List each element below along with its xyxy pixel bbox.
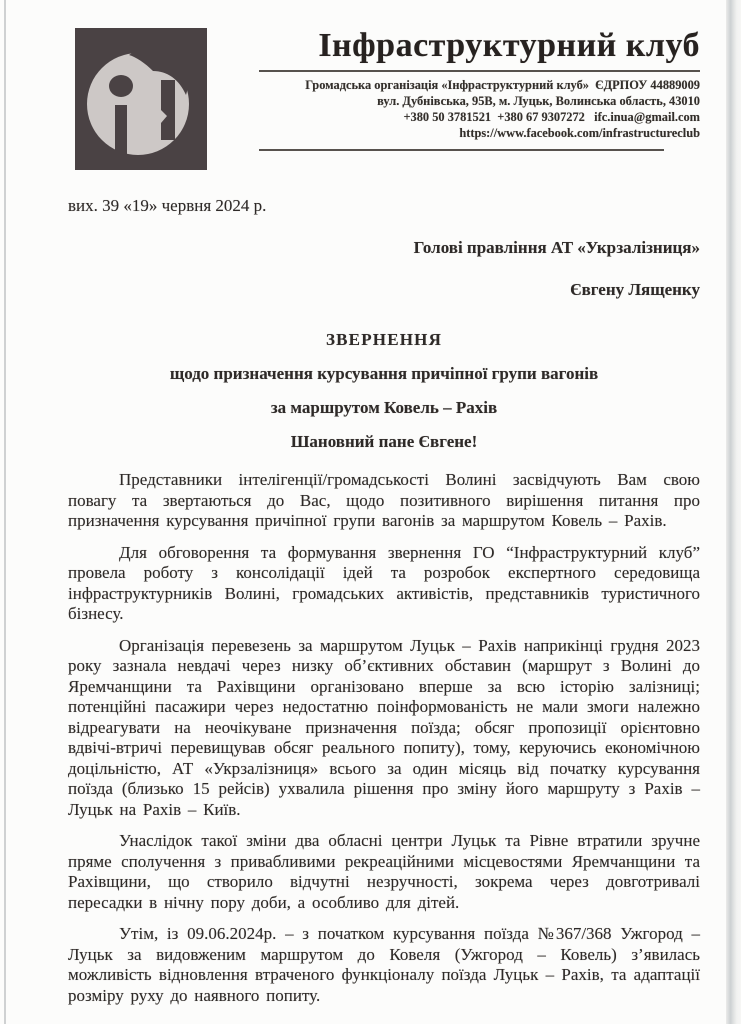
letter-body <box>0 196 741 1006</box>
letterhead-rule-bottom <box>259 149 664 151</box>
outgoing-ref-date-line: вих. 39 «19» червня 2024 р. <box>68 196 267 215</box>
recipient-position-line: Голові правління АТ «Укрзалізниця» <box>413 238 700 257</box>
paragraph-3: Організація перевезень за маршрутом Луцьк – Рахів наприкінці грудня 2023 року зазнала невдачі через низку об’єктивних обставин (маршрут з Волині до Яремчанщини та Рахівщини організовано вперше за всю історію залізниці; потенційні пасажири через недостатню поінформованість не мали змоги належно відреагувати на неочікуване призначення поїзда; обсяг пропозиції орієнтовно вдвічі-втричі перевищував обсяг реального попиту), тому, керуючись економічною доцільністю, АТ «Укрзалізниця» всього за один місяць від початку курсування поїзда (близько 15 рейсів) ухвалила рішення про зміну його маршруту з Рахів – Луцьк на Рахів – Київ. <box>68 635 700 819</box>
logo-graphic <box>75 28 207 170</box>
appeal-subheading-line2: за маршрутом Ковель – Рахів <box>270 398 498 417</box>
appeal-heading: ЗВЕРНЕННЯ <box>325 330 443 349</box>
org-contact-block <box>259 77 700 141</box>
subject-block <box>68 330 700 452</box>
org-address-line: вул. Дубнівська, 95В, м. Луцьк, Волинська область, 43010 <box>377 93 700 108</box>
infrastructure-club-logo-icon <box>75 28 207 170</box>
letterhead <box>0 0 741 170</box>
paragraph-2: Для обговорення та формування звернення ГО “Інфраструктурний клуб” провела роботу з консолідації ідей та розробок експертного середовища інфраструктурників Волині, громадських активістів, представників туристичного бізнесу. <box>68 542 700 623</box>
recipient-block <box>68 238 700 300</box>
org-name-edrpou-line: Громадська організація «Інфраструктурний клуб» ЄДРПОУ 44889009 <box>305 77 700 92</box>
salutation-line: Шановний пане Євгене! <box>290 432 478 451</box>
paragraph-5: Утім, із 09.06.2024р. – з початком курсування поїзда №367/368 Ужгород – Луцьк за видовженим маршрутом до Ковеля (Ужгород – Ковель) з’явилась можливість відновлення втраченого функціоналу поїзда Луцьк – Рахів, та адаптації розміру руху до наявного попиту. <box>68 924 700 1005</box>
recipient-name-line: Євгену Лященку <box>570 280 700 299</box>
paragraph-4: Унаслідок такої зміни два обласні центри Луцьк та Рівне втратили зручне пряме сполучення з привабливими рекреаційними місцевостями Яремчанщини та Рахівщини, що створило відчутні незручності, зокрема через довготривалі пересадки в нічну пору доби, а особливо для дітей. <box>68 831 700 912</box>
letterhead-text-block <box>259 28 700 170</box>
paragraph-1: Представники інтелігенції/громадськості Волині засвідчують Вам свою повагу та звертаються до Вас, щодо позитивного вирішення питання про призначення курсування причіпної групи вагонів за маршрутом Ковель – Рахів. <box>68 470 700 530</box>
org-facebook-line: https://www.facebook.com/infrastructureclub <box>459 125 700 140</box>
letterhead-rule-top <box>259 70 700 72</box>
scan-right-page-shadow <box>726 0 741 1024</box>
scan-left-edge-line <box>4 0 6 1024</box>
org-title: Інфраструктурний клуб <box>318 27 700 64</box>
org-phones-email-line: +380 50 3781521 +380 67 9307272 ifc.inua@gmail.com <box>403 109 700 124</box>
appeal-subheading-line1: щодо призначення курсування причіпної групи вагонів <box>169 364 599 383</box>
